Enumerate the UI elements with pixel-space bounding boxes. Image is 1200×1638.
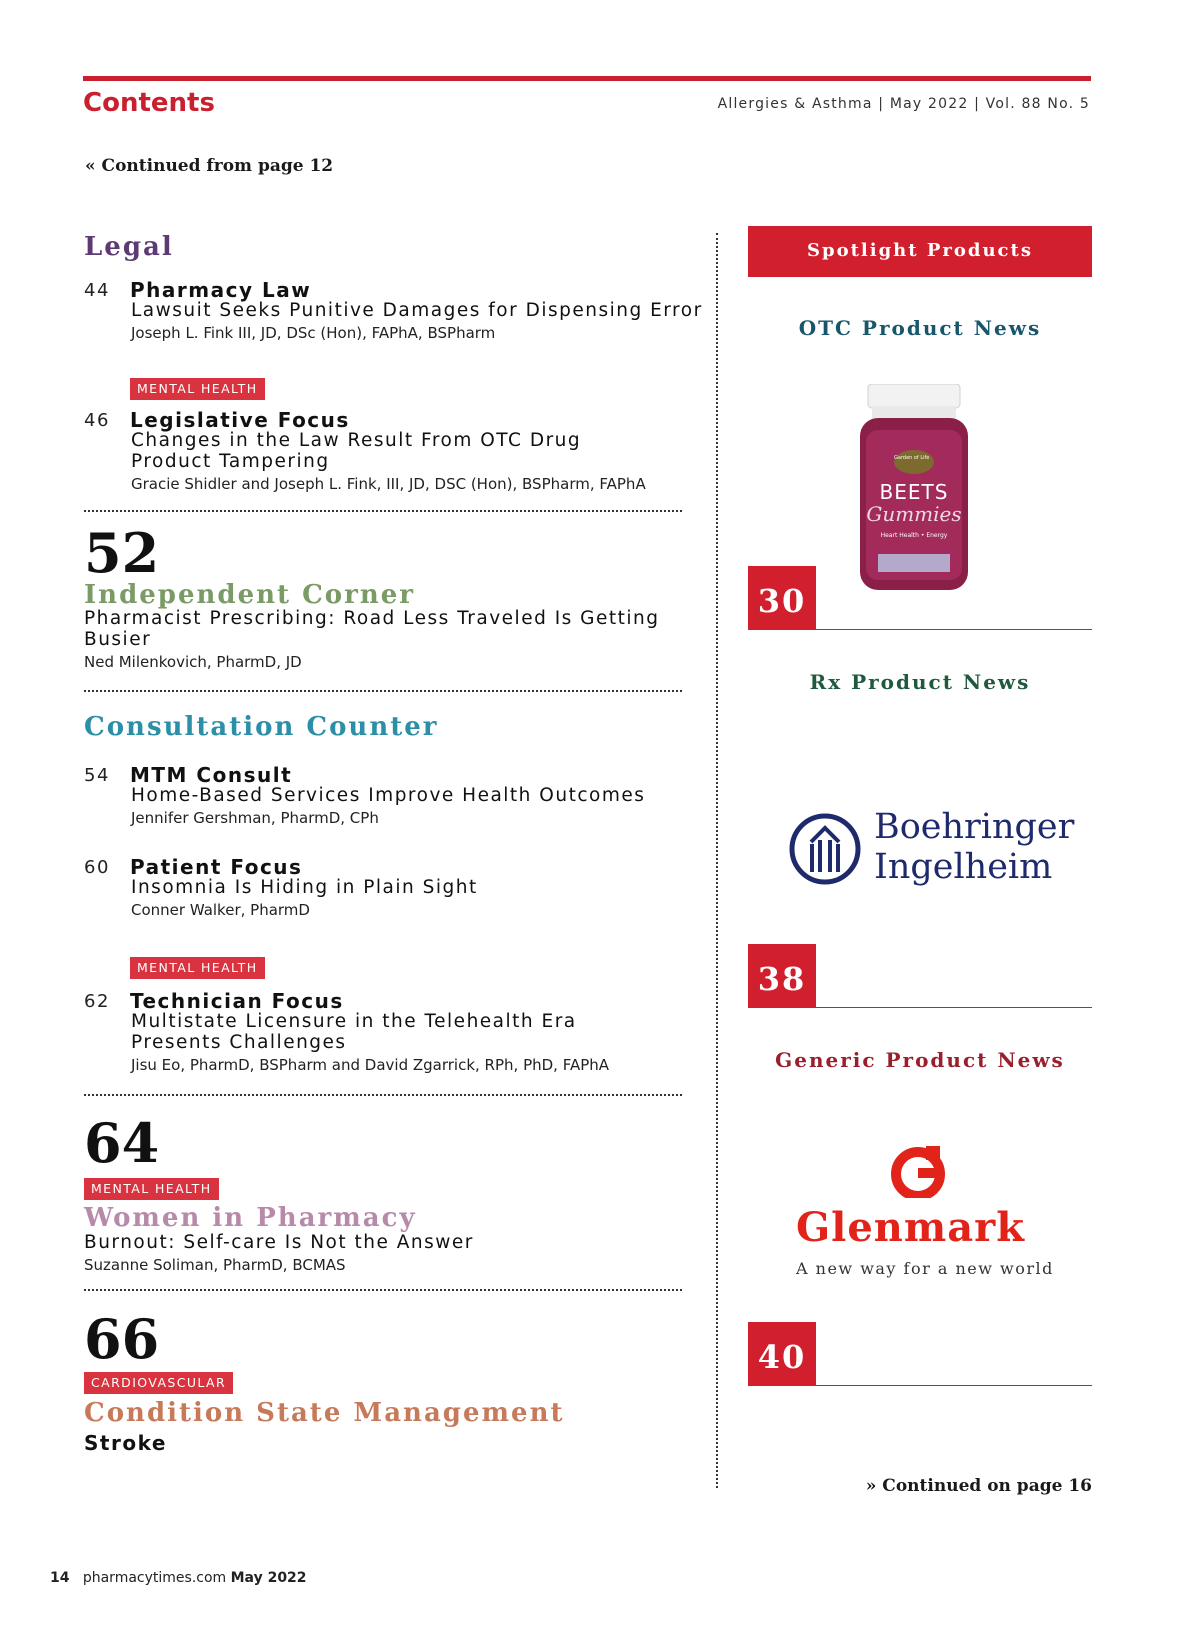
entry-title[interactable]: Legislative Focus (130, 408, 350, 432)
spotlight-banner-label: Spotlight Products (807, 240, 1033, 261)
entry-author: Joseph L. Fink III, JD, DSc (Hon), FAPhA, BSPharm (131, 324, 496, 342)
boehringer-logo-text-line1: Boehringer (874, 807, 1075, 847)
footer-page-number: 14 (50, 1570, 70, 1586)
feature-page-number: 66 (84, 1307, 160, 1371)
page-number-box[interactable]: 30 (748, 566, 816, 630)
entry-subtitle: Presents Challenges (131, 1032, 347, 1053)
dotted-divider (84, 510, 682, 512)
entry-subtitle: Busier (84, 629, 152, 650)
entry-author: Suzanne Soliman, PharmD, BCMAS (84, 1256, 346, 1274)
entry-subtitle: Pharmacist Prescribing: Road Less Traveled Is Getting (84, 608, 660, 629)
page-number-box[interactable]: 40 (748, 1322, 816, 1386)
page-title: Contents (83, 88, 215, 118)
entry-author: Gracie Shidler and Joseph L. Fink, III, JD, DSC (Hon), BSPharm, FAPhA (131, 475, 646, 493)
jar-brand-label: Garden of Life (894, 455, 930, 461)
entry-title[interactable]: Technician Focus (130, 989, 344, 1013)
entry-subtitle: Changes in the Law Result From OTC Drug (131, 430, 582, 451)
entry-title[interactable]: Stroke (84, 1431, 167, 1455)
page-number-box[interactable]: 38 (748, 944, 816, 1008)
entry-subtitle: Insomnia Is Hiding in Plain Sight (131, 877, 478, 898)
page-rule (816, 629, 1092, 630)
category-tag: MENTAL HEALTH (130, 957, 265, 979)
jar-claim: Heart Health • Energy (880, 532, 948, 539)
entry-author: Jennifer Gershman, PharmD, CPh (131, 809, 379, 827)
entry-title[interactable]: MTM Consult (130, 763, 293, 787)
footer-site[interactable]: pharmacytimes.com (82, 1570, 227, 1586)
glenmark-logo-icon (890, 1146, 946, 1198)
rx-product-news-heading[interactable]: Rx Product News (809, 670, 1031, 694)
entry-author: Jisu Eo, PharmD, BSPharm and David Zgarrick, RPh, PhD, FAPhA (131, 1056, 610, 1074)
entry-page-number: 62 (84, 991, 110, 1012)
footer-issue: May 2022 (230, 1570, 307, 1586)
masthead: Allergies & Asthma | May 2022 | Vol. 88 No. 5 (717, 96, 1090, 112)
entry-title[interactable]: Pharmacy Law (130, 278, 312, 302)
entry-subtitle: Lawsuit Seeks Punitive Damages for Dispensing Error (131, 300, 703, 321)
continued-on-link[interactable]: » Continued on page 16 (865, 1476, 1092, 1496)
glenmark-logo-text: Glenmark (796, 1204, 1025, 1251)
glenmark-tagline: A new way for a new world (796, 1259, 1054, 1278)
entry-subtitle: Home-Based Services Improve Health Outcomes (131, 785, 646, 806)
page-rule (816, 1385, 1092, 1386)
section-heading-condition-state-management[interactable]: Condition State Management (84, 1398, 565, 1428)
dotted-divider (84, 690, 682, 692)
category-tag: MENTAL HEALTH (84, 1178, 219, 1200)
entry-subtitle: Product Tampering (131, 451, 330, 472)
otc-product-news-heading[interactable]: OTC Product News (798, 316, 1042, 340)
category-tag: MENTAL HEALTH (130, 378, 265, 400)
page-rule (816, 1007, 1092, 1008)
category-tag: CARDIOVASCULAR (84, 1372, 233, 1394)
section-heading-independent-corner[interactable]: Independent Corner (84, 580, 415, 610)
section-heading-women-in-pharmacy[interactable]: Women in Pharmacy (84, 1203, 417, 1233)
feature-page-number: 52 (84, 521, 160, 585)
page-footer (50, 1570, 307, 1586)
dotted-divider (84, 1094, 682, 1096)
entry-subtitle: Burnout: Self-care Is Not the Answer (84, 1232, 474, 1253)
entry-page-number: 46 (84, 410, 110, 431)
jar-product-line1: BEETS (879, 480, 949, 504)
dotted-divider (84, 1289, 682, 1291)
generic-product-news-heading[interactable]: Generic Product News (775, 1048, 1065, 1072)
continued-from-link[interactable]: « Continued from page 12 (85, 156, 334, 176)
entry-title[interactable]: Patient Focus (130, 855, 303, 879)
entry-subtitle: Multistate Licensure in the Telehealth Era (131, 1011, 577, 1032)
entry-page-number: 44 (84, 280, 110, 301)
jar-product-line2: Gummies (866, 502, 962, 526)
boehringer-logo-icon (788, 812, 862, 886)
top-rule (83, 76, 1091, 81)
boehringer-logo-text-line2: Ingelheim (874, 847, 1053, 887)
section-heading-consultation-counter: Consultation Counter (84, 712, 439, 742)
section-heading-legal: Legal (84, 232, 174, 262)
entry-author: Ned Milenkovich, PharmD, JD (84, 653, 302, 671)
beets-gummies-jar-image (858, 384, 970, 594)
entry-page-number: 54 (84, 765, 110, 786)
entry-page-number: 60 (84, 857, 110, 878)
feature-page-number: 64 (84, 1111, 160, 1175)
column-divider (716, 233, 718, 1488)
entry-author: Conner Walker, PharmD (131, 901, 310, 919)
